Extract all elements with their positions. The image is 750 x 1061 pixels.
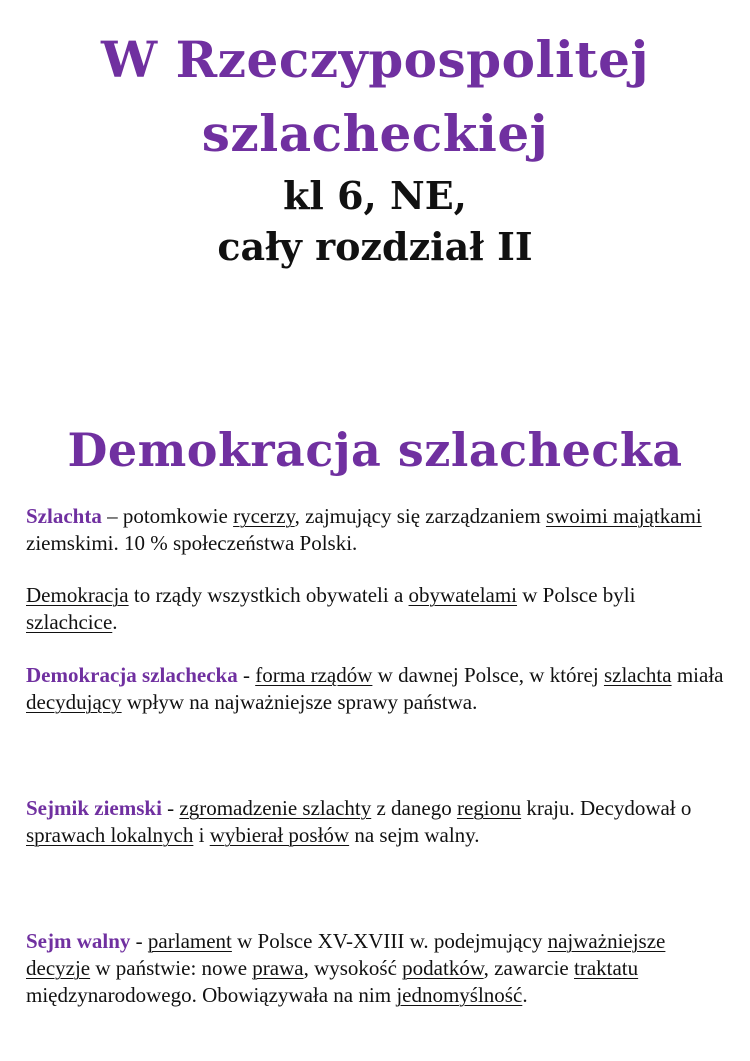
title-line-1: W Rzeczypospolitej <box>101 30 649 89</box>
underlined-keyword: jednomyślność <box>396 983 523 1007</box>
underlined-keyword: forma rządów <box>255 663 373 687</box>
body-text: na sejm walny. <box>349 823 480 847</box>
body-text: , zajmujący się zarządzaniem <box>294 504 546 528</box>
paragraph-sejm-walny <box>26 928 726 1009</box>
body-text: miała <box>671 663 724 687</box>
underlined-keyword: wybierał posłów <box>209 823 350 847</box>
body-text: z danego <box>371 796 457 820</box>
body-text: - <box>161 796 180 820</box>
underlined-keyword: rycerzy <box>233 504 295 528</box>
underlined-keyword: traktatu <box>574 956 639 980</box>
body-text: w Polsce XV-XVIII w. podejmujący <box>231 929 548 953</box>
paragraph-demokracja-szlachecka <box>26 662 726 716</box>
underlined-keyword: Demokracja <box>26 583 129 607</box>
title-line-2: szlacheckiej <box>201 104 549 163</box>
body-text: - <box>130 929 148 953</box>
underlined-keyword: szlachta <box>603 663 672 687</box>
body-text: ziemskimi. 10 % społeczeństwa Polski. <box>26 531 358 555</box>
body-text: , zawarcie <box>483 956 574 980</box>
body-text: w państwie: nowe <box>90 956 253 980</box>
body-text: - <box>237 663 256 687</box>
underlined-keyword: swoimi majątkami <box>545 504 702 528</box>
body-text: w dawnej Polsce, w której <box>372 663 604 687</box>
subtitle-line-2: cały rozdział II <box>217 224 533 269</box>
term-label: Sejm walny <box>26 929 131 953</box>
body-text: i <box>193 823 210 847</box>
body-text: . <box>522 983 528 1007</box>
paragraph-sejmik-ziemski <box>26 795 726 849</box>
underlined-keyword: decydujący <box>26 690 122 714</box>
term-label: Szlachta <box>26 504 102 528</box>
body-text: – potomkowie <box>101 504 234 528</box>
underlined-keyword: regionu <box>456 796 522 820</box>
body-text: wpływ na najważniejsze sprawy państwa. <box>121 690 478 714</box>
underlined-keyword: podatków <box>402 956 484 980</box>
body-text: kraju. Decydował o <box>521 796 692 820</box>
underlined-keyword: sprawach lokalnych <box>26 823 194 847</box>
subtitle-line-1: kl 6, NE, <box>283 173 467 218</box>
paragraph-demokracja <box>26 582 726 636</box>
body-text: . <box>112 610 118 634</box>
underlined-keyword: prawa <box>252 956 304 980</box>
body-text: to rządy wszystkich obywateli a <box>128 583 409 607</box>
body-text: , wysokość <box>303 956 403 980</box>
underlined-keyword: najważniejsze decyzje <box>26 929 666 980</box>
underlined-keyword: szlachcice <box>26 610 113 634</box>
section-heading: Demokracja szlachecka <box>67 423 683 477</box>
term-label: Sejmik ziemski <box>26 796 162 820</box>
body-text: w Polsce byli <box>517 583 636 607</box>
body-text: międzynarodowego. Obowiązywała na nim <box>26 983 397 1007</box>
underlined-keyword: obywatelami <box>408 583 518 607</box>
term-label: Demokracja szlachecka <box>26 663 238 687</box>
underlined-keyword: zgromadzenie szlachty <box>179 796 372 820</box>
paragraph-szlachta <box>26 503 726 557</box>
underlined-keyword: parlament <box>147 929 232 953</box>
